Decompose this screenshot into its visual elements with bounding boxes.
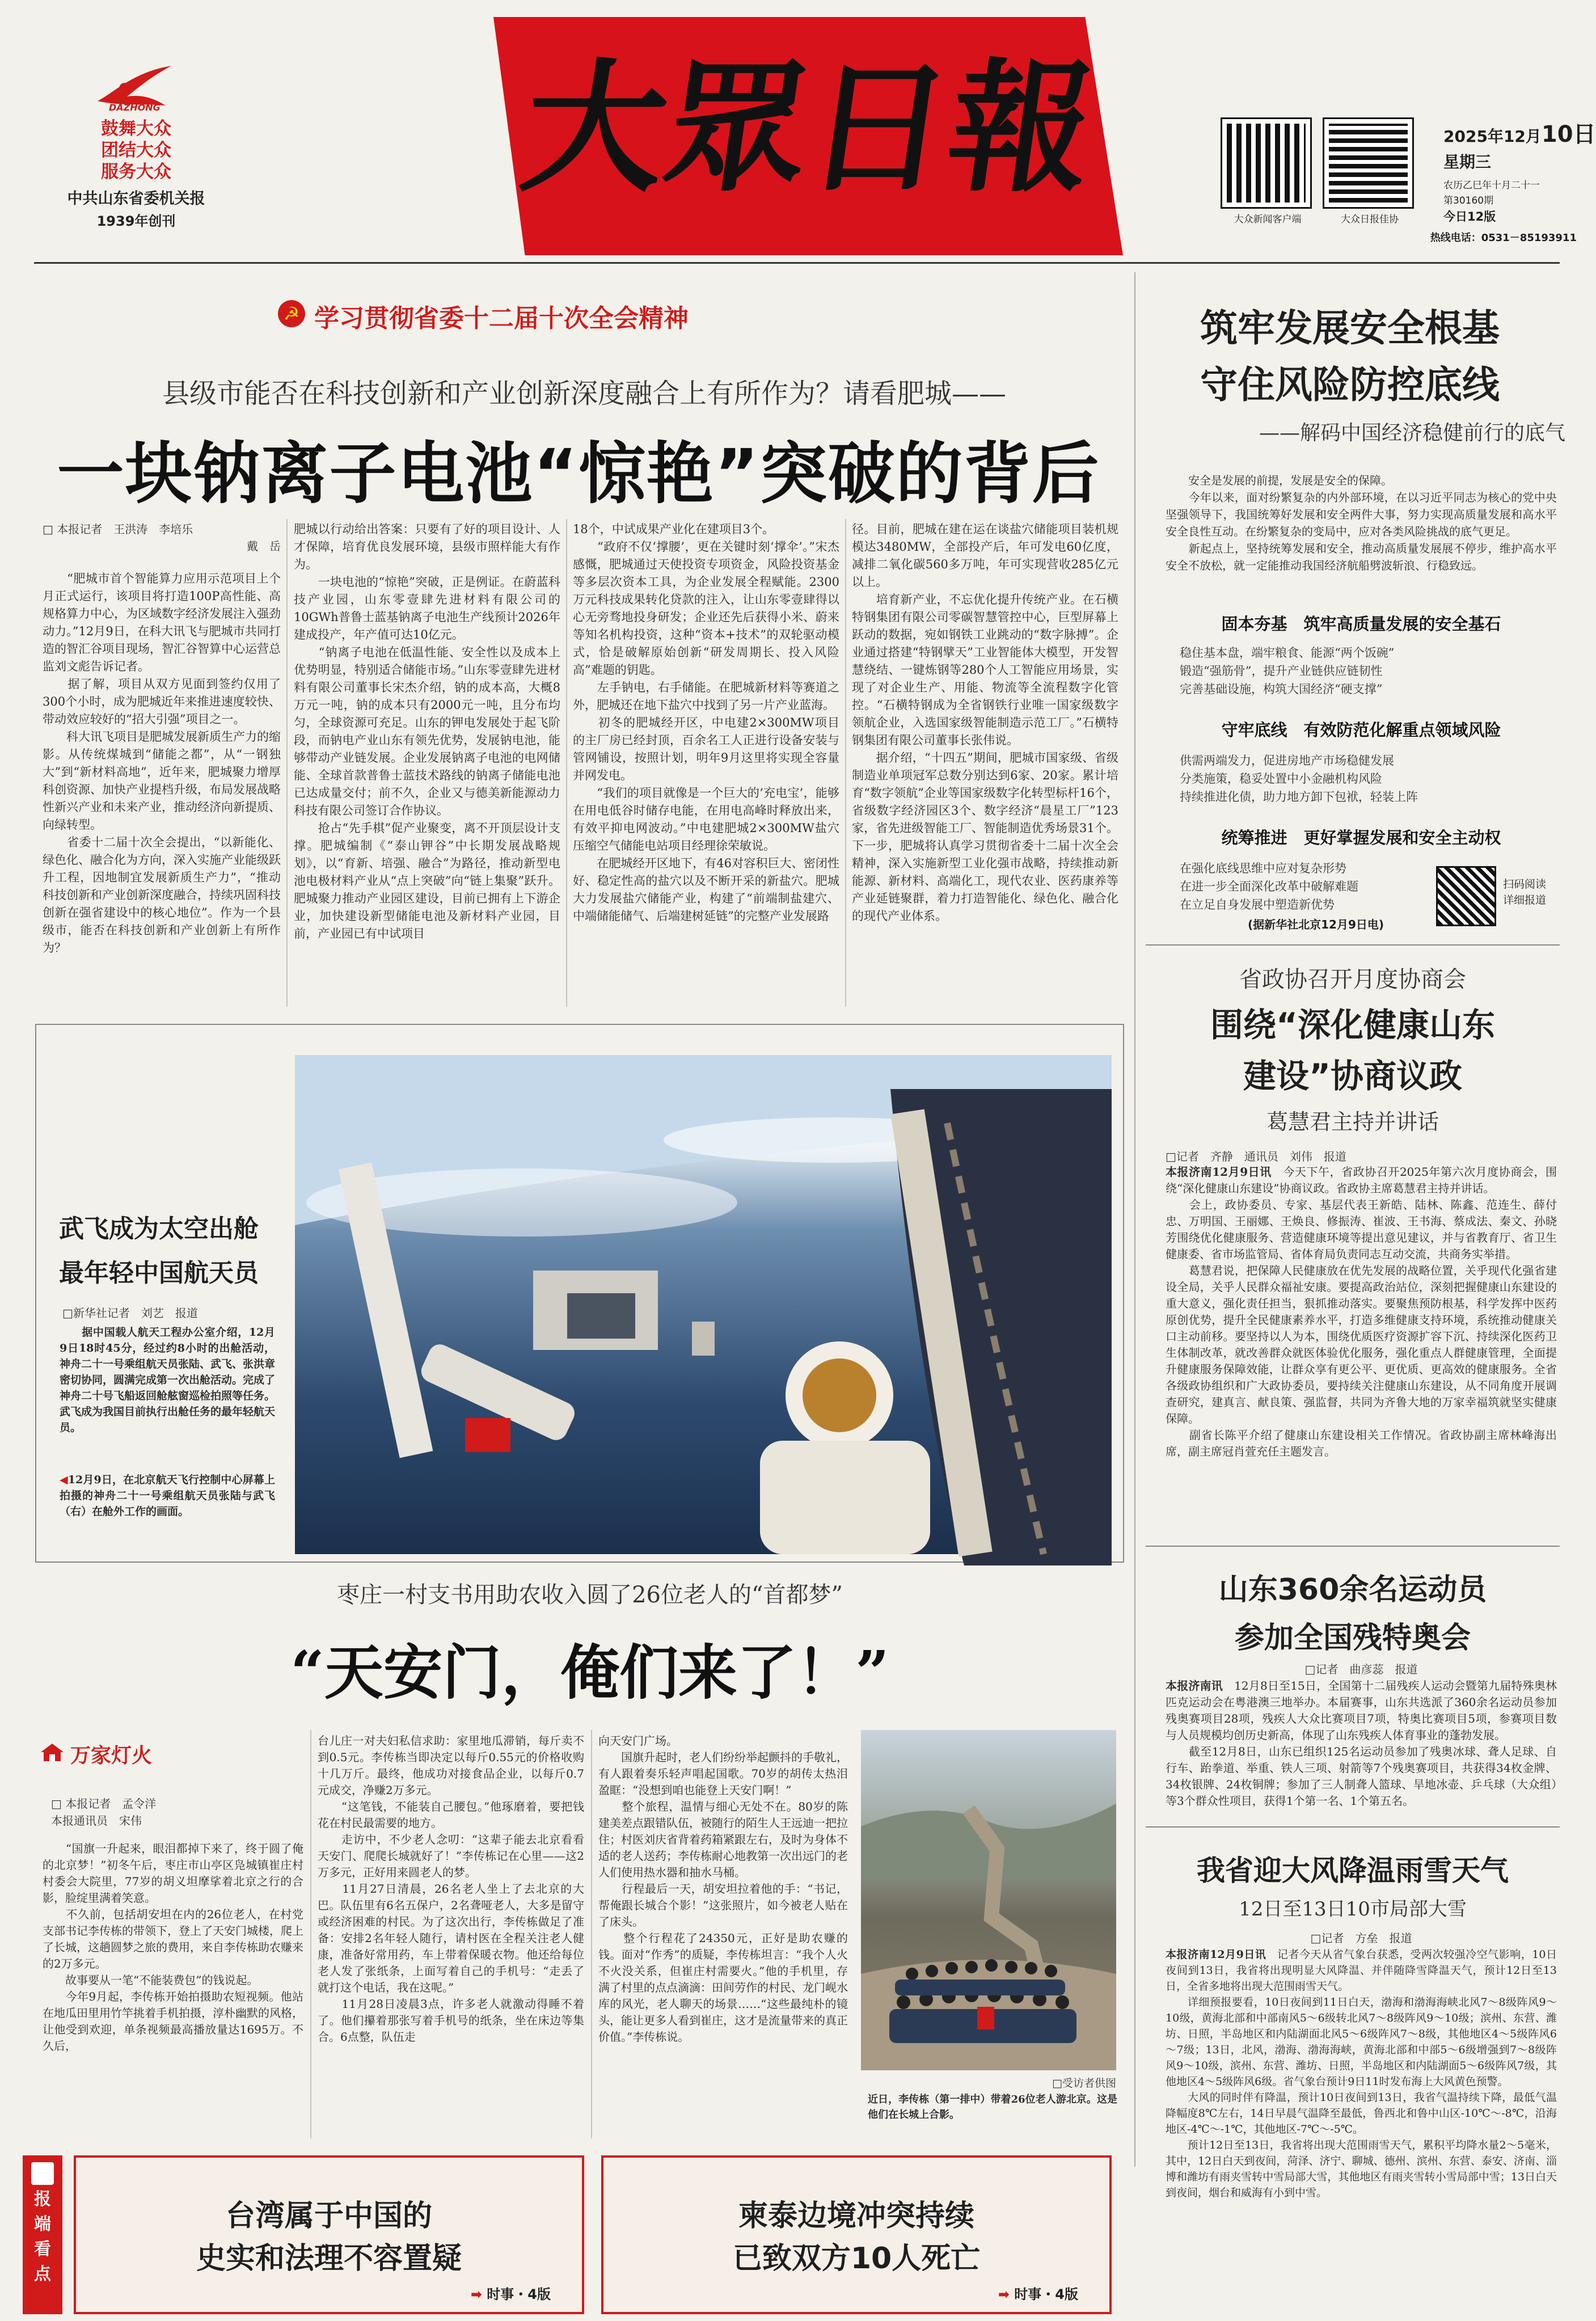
- teaser-taiwan-line-2: 史实和法理不容置疑: [196, 2242, 462, 2276]
- lead-kicker: 县级市能否在科技创新和产业创新深度融合上有所作为？请看肥城——: [162, 378, 1006, 410]
- tiananmen-col-2: 台儿庄一对夫妇私信求助：家里地瓜滞销，每斤卖不到0.5元。李传栋当即决定以每斤0.55元的价格收购十几万斤。最终，他成功对接食品企业，以每斤0.7元成交，净赚2万多元。 “这笔钱，不能装自己腰包。”他琢磨着，要把钱花在村民最需要的地方。 走访中，不少老人念叨：“这辈子能去北京看看天安门、爬爬长城就好了！”李传栋记在心里——这2万多元，正好用来圆老人的梦。 11月27日清晨，26名老人坐上了去北京的大巴。队伍里有6名五保户，2名聋哑老人，大多是留守或经济困难的村民。为了这次出行，李传栋做足了准备：安排2名年轻人随行，请村医在全程关注老人健康，准备好常用药，车上带着保暖衣物。他还给每位老人发了张纸条，上面写着自己的手机号：“走丢了就打这个电话，我在这呢。” 11月28日凌晨3点，许多老人就激动得睡不着了。他们攥着那张写着手机号的纸条，坐在床边等集合。6点整，队伍走: [318, 1734, 584, 2044]
- column-tag: [40, 1738, 199, 1767]
- tag-char-1: 报: [34, 2189, 51, 2209]
- lunar-date: 农历乙巳年十月二十一: [1443, 180, 1540, 191]
- teaser-cambodia-link[interactable]: [998, 2283, 1078, 2303]
- tiananmen-photo-credit: □受访者供图: [1052, 2077, 1116, 2090]
- sec3-line-1: 在强化底线思维中应对复杂形势: [1180, 862, 1346, 875]
- tiananmen-col-3: 向天安门广场。 国旗升起时，老人们纷纷举起颤抖的手敬礼，有人跟着奏乐轻声唱起国歌。70岁的胡传太热泪盈眶：“没想到咱也能登上天安门啊！” 整个旅程，温情与细心无处不在。80岁的陈建美差点跟错队伍，被随行的陌生人王远迪一把拉住；村医刘庆省背着药箱紧跟左右，及时为身体不适的老人送药；李传栋耐心地教第一次出远门的老人们使用热水器和抽水马桶。 行程最后一天，胡安坦拉着他的手：“书记，帮俺跟长城合个影！”这张照片，如今被老人贴在了床头。 整个行程花了24350元，正好是助农赚的钱。面对“作秀”的质疑，李传栋坦言：“我个人火不火没关系，但崔庄村需要火。”他的手机里，存满了村里的点点滴滴：田间劳作的村民、龙门岘水库的风光，老人聊天的场景……“这些最纯朴的镜头，能让更多人看到崔庄，这才是流量带来的真正价值。”李传栋说。: [598, 1734, 848, 2044]
- sec2-line-1: 供需两端发力，促进房地产市场稳健发展: [1180, 754, 1394, 767]
- weather-dateline: 本报济南12月9日讯: [1166, 1948, 1266, 1961]
- paper-title: 大眾日報: [513, 44, 1104, 211]
- tag-char-2: 端: [34, 2214, 51, 2234]
- tag-text: [23, 2187, 62, 2287]
- tiananmen-byline: [51, 1795, 301, 1829]
- sec2-line-2: 分类施策，稳妥处置中小金融机构风险: [1180, 772, 1382, 786]
- olympics-text: 12月8日至15日，全国第十二届残疾人运动会暨第九届特殊奥林匹克运动会在粤港澳三地举办。本届赛事，山东共选派了360余名运动员参加残奥赛项目28项，残疾人大众比赛项目7项，特奥比赛项目5项，参赛项目数与人员规模均创历史新高，体现了山东残疾人体育事业的蓬勃发展。 截至12月8日，山东已组织125名运动员参加了残奥冰球、聋人足球、自行车、跆拳道、举重、铁人三项、射箭等7个残奥赛项目，共获得34枚金牌、34枚银牌、24枚铜牌；参加了三人制聋人篮球、旱地冰壶、乒乓球（大众组）等3个群众性项目，获得1个第一名、1个第五名。: [1166, 1679, 1557, 1808]
- founded-year: 1939年创刊: [96, 213, 176, 229]
- page-count: 今日12版: [1443, 210, 1496, 223]
- lead-col-4: 径。目前，肥城在建在运在谈盐穴储能项目装机规模达3480MW，全部投产后，年可发电60亿度，减排二氧化碳560多万吨，年可实现营收285亿元以上。 培育新产业，不忘优化提升传统产业。在石横特钢集团有限公司零碳智慧管控中心，巨型屏幕上跃动的数据，宛如钢铁工业跳动的“数字脉搏”。企业通过搭建“特钢擘天”工业智能体大模型，开发智慧绕结、一键炼钢等280个人工智能应用场景，实现了对企业生产、用能、物流等全流程数字化管控。“石横特钢成为全省钢铁行业唯一国家级数字领航企业，入选国家级智能制造示范工厂。”石横特钢集团有限公司董事长张伟说。 据介绍，“十四五”期间，肥城市国家级、省级制造业单项冠军总数分别达到6家、20家。累计培育“数字领航”企业等国家级数字化转型标杆16个，省级数字经济园区3个、数字经济“晨星工厂”123家，省先进级智能工厂、智能制造优秀场景31个。下一步，肥城将认真学习贯彻省委十二届十次全会精神，深入实施新型工业化强市战略，持续推动新能源、新材料、高端化工，现代农业、医药康养等产业延链聚群，着力打造智能化、绿色化、融合化的现代产业体系。: [852, 522, 1118, 923]
- qr-code-wechat[interactable]: [1324, 119, 1412, 207]
- astronaut-caption: [60, 1472, 275, 1551]
- tiananmen-byline-1: □ 本报记者 孟令洋: [51, 1797, 157, 1811]
- teaser-taiwan[interactable]: [74, 2155, 584, 2314]
- cppcc-subtitle: 葛慧君主持并讲话: [1266, 1109, 1439, 1134]
- logo-text: DAZHONG: [109, 102, 161, 113]
- arrow-right-icon: ➡: [998, 2286, 1015, 2302]
- lead-headline: 一块钠离子电池“惊艳”突破的背后: [57, 434, 1100, 513]
- sec1-line-2: 锻造“强筋骨”，提升产业链供应链韧性: [1180, 664, 1383, 678]
- security-subtitle: ——解码中国经济稳健前行的底气: [1259, 421, 1565, 445]
- teaser-cambodia-page: 时事・4版: [1014, 2286, 1078, 2302]
- qr-label-line-2: 详细报道: [1503, 894, 1547, 906]
- study-banner: [278, 298, 890, 332]
- slogan-3: 服务大众: [101, 162, 171, 182]
- security-sec1-title: 固本夯基 筑牢高质量发展的安全基石: [1221, 614, 1501, 634]
- teaser-cambodia[interactable]: [601, 2155, 1112, 2314]
- weather-text: 记者今天从省气象台获悉，受两次较强冷空气影响，10日夜间到13日，我省将出现明显大风降温、并伴随降雪降温天气，预计12日至13日，全省多地将出现大范围雨雪天气。 详细预报要看，10日夜间到11日白天，渤海和渤海海峡北风7～8级阵风9～10级，黄海北部和中部南风5～6级转北风7～8级阵风9～10级；滨州、东营、潍坊、日照，半岛地区和内陆湖面北风5～6级阵风7～8级，其他地区4～5级阵风6～7级；13日，北风，渤海、渤海海峡，黄海北部和中部5～6级增强到7～8级阵风9～10级，滨州、东营、潍坊、日照，半岛地区和内陆湖面5～6级阵风7级，其他地区4～5级阵风6级。省气象台预计9日11时发布海上大风黄色预警。 大风的同时伴有降温，预计10日夜间到13日，我省气温持续下降，最低气温降幅度8℃左右，14日早晨气温降至最低，鲁西北和鲁中山区-10℃～-8℃，沿海地区-4℃～-1℃，其他地区-7℃～-5℃。 预计12日至13日，我省将出现大范围雨雪天气，累积平均降水量2～5毫米，其中，12日白天到夜间，菏泽、济宁、聊城、德州、滨州、东营、泰安、济南、淄博和潍坊有雨夹雪转中雪局部大雪，其他地区有雨夹雪转小雪局部中雪；13日白天到夜间，烟台和威海有小到中雪。: [1166, 1948, 1557, 2199]
- tiananmen-byline-2: 本报通讯员 宋伟: [51, 1814, 142, 1828]
- cppcc-headline-2: 建设”协商议政: [1243, 1057, 1463, 1095]
- footer-tag: [23, 2155, 62, 2314]
- tiananmen-photo-caption: 近日，李传栋（第一排中）带着26位老人游北京。这是他们在长城上合影。: [868, 2094, 1117, 2121]
- issue-number: 第30160期: [1443, 195, 1494, 206]
- slogan-block: [68, 118, 204, 183]
- security-sec2-title: 守牢底线 有效防范化解重点领域风险: [1221, 720, 1501, 740]
- lead-byline-2: 戴 岳: [247, 539, 281, 553]
- tag-emblem-icon: [31, 2162, 54, 2185]
- weekday: 星期三: [1443, 153, 1492, 171]
- teaser-taiwan-link[interactable]: [471, 2283, 551, 2303]
- lead-byline-1: □ 本报记者 王洪涛 李培乐: [43, 522, 193, 536]
- weather-body: [1166, 1947, 1557, 2301]
- sec3-line-3: 在立足自身发展中塑造新优势: [1180, 898, 1335, 911]
- weather-byline: □记者 方垒 报道: [1310, 1931, 1412, 1945]
- date-day: 10日: [1541, 121, 1596, 147]
- column-name: 万家灯火: [70, 1744, 153, 1767]
- issue-info: [1443, 116, 1596, 225]
- lead-col-3: 18个，中试成果产业化在建项目3个。 “政府不仅‘撑腰’，更在关键时刻‘撑伞’。”宋杰感慨，肥城通过天使投资专项资金，风险投资基金等多层次资本工具，为企业发展全程赋能。2300万元科技成果转化贷款的注入，让山东零壹肆得以心无旁骛地投身研发；企业还先后获得小米、蔚来等知名机构投资，这种“资本+技术”的双轮驱动模式，恰是破解原始创新“研发周期长、投入风险高”难题的钥匙。 左手钠电，右手储能。在肥城新材料等赛道之外，肥城还在地下盐穴中找到了另一片产业蓝海。 初冬的肥城经开区，中电建2×300MW项目的主厂房已经封顶，百余名工人正进行设备安装与管网铺设，按照计划，明年9月这里将实现全容量并网发电。 “我们的项目就像是一个巨大的‘充电宝’，能够在用电低谷时储存电能，在用电高峰时释放出来，有效平抑电网波动。”中电建肥城2×300MW盐穴压缩空气储能电站项目经理徐荣敏说。 在肥城经开区地下，有46对容积巨大、密闭性好、稳定性高的盐穴以及不断开采的新盐穴。肥城大力发展盐穴储能产业，构建了“前端制盐建穴、中端储能储气、后端建树延链”的完整产业发展路: [573, 522, 839, 923]
- astronaut-caption-text: 12月9日，在北京航天飞行控制中心屏幕上拍摄的神舟二十一号乘组航天员张陆与武飞（右）在舱外工作的画面。: [60, 1474, 275, 1518]
- astronaut-body: 据中国载人航天工程办公室介绍，12月9日18时45分，经过约8小时的出舱活动，神舟二十一号乘组航天员张陆、武飞、张洪章密切协同，圆满完成第一次出舱活动。完成了神舟二十号飞船返回舱舷窗巡检拍照等任务。武飞成为我国目前执行出舱任务的最年轻航天员。: [60, 1326, 276, 1434]
- astronaut-photo: [295, 1055, 1112, 1554]
- olympics-headline-1: 山东360余名运动员: [1218, 1573, 1487, 1607]
- cppcc-dateline: 本报济南12月9日讯: [1166, 1165, 1272, 1179]
- teaser-cambodia-line-2: 已致双方10人死亡: [732, 2242, 981, 2276]
- lead-byline: [43, 521, 281, 555]
- hammer-sickle-icon: ☭: [278, 300, 305, 327]
- security-qr-label: [1503, 876, 1560, 908]
- teaser-taiwan-line-1: 台湾属于中国的: [225, 2199, 432, 2233]
- security-intro: 安全是发展的前提，发展是安全的保障。 今年以来，面对纷繁复杂的内外部环境，在以习近平同志为核心的党中央坚强领导下，我国统筹好发展和安全两件大事，努力实现高质量发展和高水平安全良性互动。在纷繁复杂的变局中，应对各类风险挑战的底气更足。 新起点上，坚持统筹发展和安全，推动高质量发展展不停步，维护高水平安全不放松，就一定能推动我国经济航船劈波斩浪、行稳致远。: [1166, 474, 1557, 572]
- caption-arrow-icon: ◀: [60, 1474, 68, 1486]
- slogan-2: 团结大众: [101, 140, 171, 161]
- sec3-line-2: 在进一步全面深化改革中破解难题: [1180, 880, 1358, 893]
- security-sec3-title: 统筹推进 更好掌握发展和安全主动权: [1221, 828, 1501, 847]
- banner-text: 学习贯彻省委十二届十次全会精神: [314, 304, 689, 333]
- qr-label-line-1: 扫码阅读: [1503, 878, 1547, 891]
- house-icon: [40, 1742, 65, 1762]
- astronaut-headline-2: 最年轻中国航天员: [59, 1259, 259, 1288]
- cppcc-kicker: 省政协召开月度协商会: [1239, 967, 1466, 993]
- slogan-1: 鼓舞大众: [101, 119, 171, 139]
- tag-char-3: 看: [34, 2239, 51, 2259]
- qr-code-app[interactable]: [1222, 119, 1310, 207]
- tiananmen-kicker: 枣庄一村支书用助农收入圆了26位老人的“首都梦”: [337, 1582, 843, 1608]
- security-headline-1: 筑牢发展安全根基: [1200, 306, 1500, 350]
- tiananmen-col-1: “国旗一升起来，眼泪都掉下来了，终于圆了俺的北京梦！”初冬午后，枣庄市山亭区凫城镇崔庄村村委会大院里，77岁的胡义坦摩挲着北京之行的合影，脸绽里满着笑意。 不久前，包括胡安坦在内的26位老人，在村党支部书记李传栋的带领下，登上了天安门城楼，爬上了长城，这趟圆梦之旅的费用，来自李传栋助农赚来的2万多元。 故事要从一笔“不能装费包”的钱说起。 今年9月起，李传栋开始拍摄助农短视频。他站在地瓜田里用竹竿挑着手机拍摄，淳朴幽默的风格，让他受到欢迎，单条视频最高播放量达1695万。不久后，: [43, 1842, 303, 2053]
- security-credit: (据新华社北京12月9日电): [1247, 918, 1384, 931]
- party-organ: 中共山东省委机关报: [67, 190, 205, 208]
- cppcc-body: [1166, 1164, 1557, 1538]
- security-qr-code[interactable]: [1438, 868, 1494, 925]
- security-headline-2: 守住风险防控底线: [1200, 363, 1500, 407]
- security-sec3-list: [1180, 859, 1429, 914]
- weather-subtitle: 12日至13日10市局部大雪: [1239, 1898, 1467, 1921]
- tiananmen-headline: “天安门，俺们来了！”: [290, 1638, 889, 1707]
- hotline: 热线电话：0531－85193911: [1430, 232, 1577, 244]
- weather-headline: 我省迎大风降温雨雪天气: [1197, 1854, 1509, 1887]
- teaser-cambodia-line-1: 柬泰边境冲突持续: [738, 2199, 974, 2233]
- cppcc-headline-1: 围绕“深化健康山东: [1210, 1006, 1496, 1044]
- security-sec2-list: [1180, 752, 1543, 806]
- olympics-headline-2: 参加全国残特奥会: [1234, 1621, 1471, 1655]
- astronaut-byline: □新华社记者 刘艺 报道: [62, 1306, 198, 1320]
- sec1-line-3: 完善基础设施，构筑大国经济“硬支撑”: [1180, 682, 1383, 696]
- tag-char-4: 点: [34, 2264, 51, 2284]
- olympics-byline: □记者 曲彦蕊 报道: [1304, 1662, 1418, 1676]
- astronaut-headline-1: 武飞成为太空出舱: [59, 1214, 259, 1243]
- dazhong-logo: [92, 61, 177, 112]
- qr-wechat-label: 大众日报佳协: [1341, 214, 1399, 225]
- date-prefix: 2025年12月: [1443, 127, 1542, 146]
- cppcc-byline: □记者 齐静 通讯员 刘伟 报道: [1166, 1150, 1346, 1163]
- teaser-taiwan-page: 时事・4版: [487, 2286, 551, 2302]
- olympics-dateline: 本报济南讯: [1166, 1679, 1223, 1693]
- lead-col-2: 肥城以行动给出答案：只要有了好的项目设计、人才保障，培育优良发展环境，县级市照样能大有作为。 一块电池的“惊艳”突破，正是例证。在蔚蓝科技产业园，山东零壹肆先进材料有限公司的10GWh普鲁士蓝基钠离子电池生产线预计2026年建成投产，年产值可达10亿元。 “钠离子电池在低温性能、安全性以及成本上优势明显，特别适合储能市场。”山东零壹肆先进材料有限公司董事长宋杰介绍，钠的成本高，大概8万元一吨，钠的成本只有2000元一吨，且分布均匀，全球资源可充足。山东的钾电发展处于起飞阶段，而钠电产业山东有领先优势，发展钠电池，能够带动产业链发展。企业发展钠离子电池的电网储能、全球首款普鲁士蓝技术路线的钠离子储能电池已达成量交付；前不久，企业又与德美新能源动力科技有限公司签订合作协议。 抢占“先手棋”促产业聚变，离不开顶层设计支撑。肥城编制《“泰山钾谷”中长期发展战略规划》，以“育新、培强、融合”为路径，推动新型电池电极材料产业从“点上突破”向“链上集聚”跃升。肥城聚力推动产业园区建设，目前已拥有上下游企业，加快建设新型储能电池及新材料产业园，目前，产业园已有中试项目: [294, 522, 560, 940]
- qr-app-label: 大众新闻客户端: [1234, 214, 1302, 225]
- sec2-line-3: 持续推进化债，助力地方卸下包袱，轻装上阵: [1180, 790, 1418, 804]
- lead-col-1: “肥城市首个智能算力应用示范项目上个月正式运行，该项目将打造100P高性能、高规格算力中心，为区域数字经济发展注入强劲动力。”12月9日，在科大讯飞与肥城市共同打造的智汇谷项目现场，智汇谷智算中心运营总监刘文彪告诉记者。 据了解，项目从双方见面到签约仅用了300个小时，成为肥城近年来推进速度较快、带动效应较好的“招大引强”项目之一。 科大讯飞项目是肥城发展新质生产力的缩影。从传统煤城到“储能之都”，从“一钢独大”到“新材料高地”，近年来，肥城聚力增厚科创资源、加快产业提档升级，布局发展战略性新兴产业和未来产业，推动经济向新提质、向绿转型。 省委十二届十次全会提出，“以新能化、绿色化、融合化为方向，深入实施产业能级跃升工程，因地制宜发展新质生产力”，“推动科技创新和产业创新深度融合，持续巩固科技创新在强省建设中的核心地位”。作为一个县级市，能否在科技创新和产业创新上有所作为？: [43, 572, 281, 955]
- sec1-line-1: 稳住基本盘，端牢粮食、能源“两个饭碗”: [1180, 646, 1395, 660]
- security-sec1-list: [1180, 644, 1543, 698]
- great-wall-photo: [861, 1730, 1116, 2070]
- cppcc-text: 今天下午，省政协召开2025年第六次月度协商会，围绕“深化健康山东建设”协商议政。省政协主席葛慧君主持并讲话。 会上，政协委员、专家、基层代表王新皓、陆林、陈鑫、范连生、薛付忠、万明国、王丽娜、王焕良、修振涛、崔波、王书海、蔡成法、秦文、孙晓芳围绕优化健康服务、营造健康环境等提出意见建议，并与省教育厅、省卫生健康委、省市场监管局、省体育局负责同志互动交流，共商务实举措。 葛慧君说，把保障人民健康放在优先发展的战略位置，关乎现代化强省建设全局，关乎人民群众福祉安康。要提高政治站位，深刻把握健康山东建设的重大意义，强化责任担当，狠抓推动落实。要聚焦预防根基，科学发挥中医药原创优势，提升全民健康素养水平，打造多维健康支持环境，系统推动健康关口主动前移。要坚持以人为本，围绕优质医疗资源扩容下沉、持续深化医药卫生体制改革，就改善群众就医体验优化服务，强化重点人群健康管理，全面提升健康服务保障效能，让群众享有更公平、更优质、更高效的健康服务。全省各级政协组织和广大政协委员，要持续关注健康山东建设，从不同角度开展调查研究，建真言、献良策、强监督，共同为齐鲁大地的万家幸福筑就坚实健康保障。 副省长陈平介绍了健康山东建设相关工作情况。省政协副主席林峰海出席，副主席冠肖萱充任主题发言。: [1166, 1165, 1557, 1458]
- arrow-right-icon: ➡: [470, 2286, 487, 2302]
